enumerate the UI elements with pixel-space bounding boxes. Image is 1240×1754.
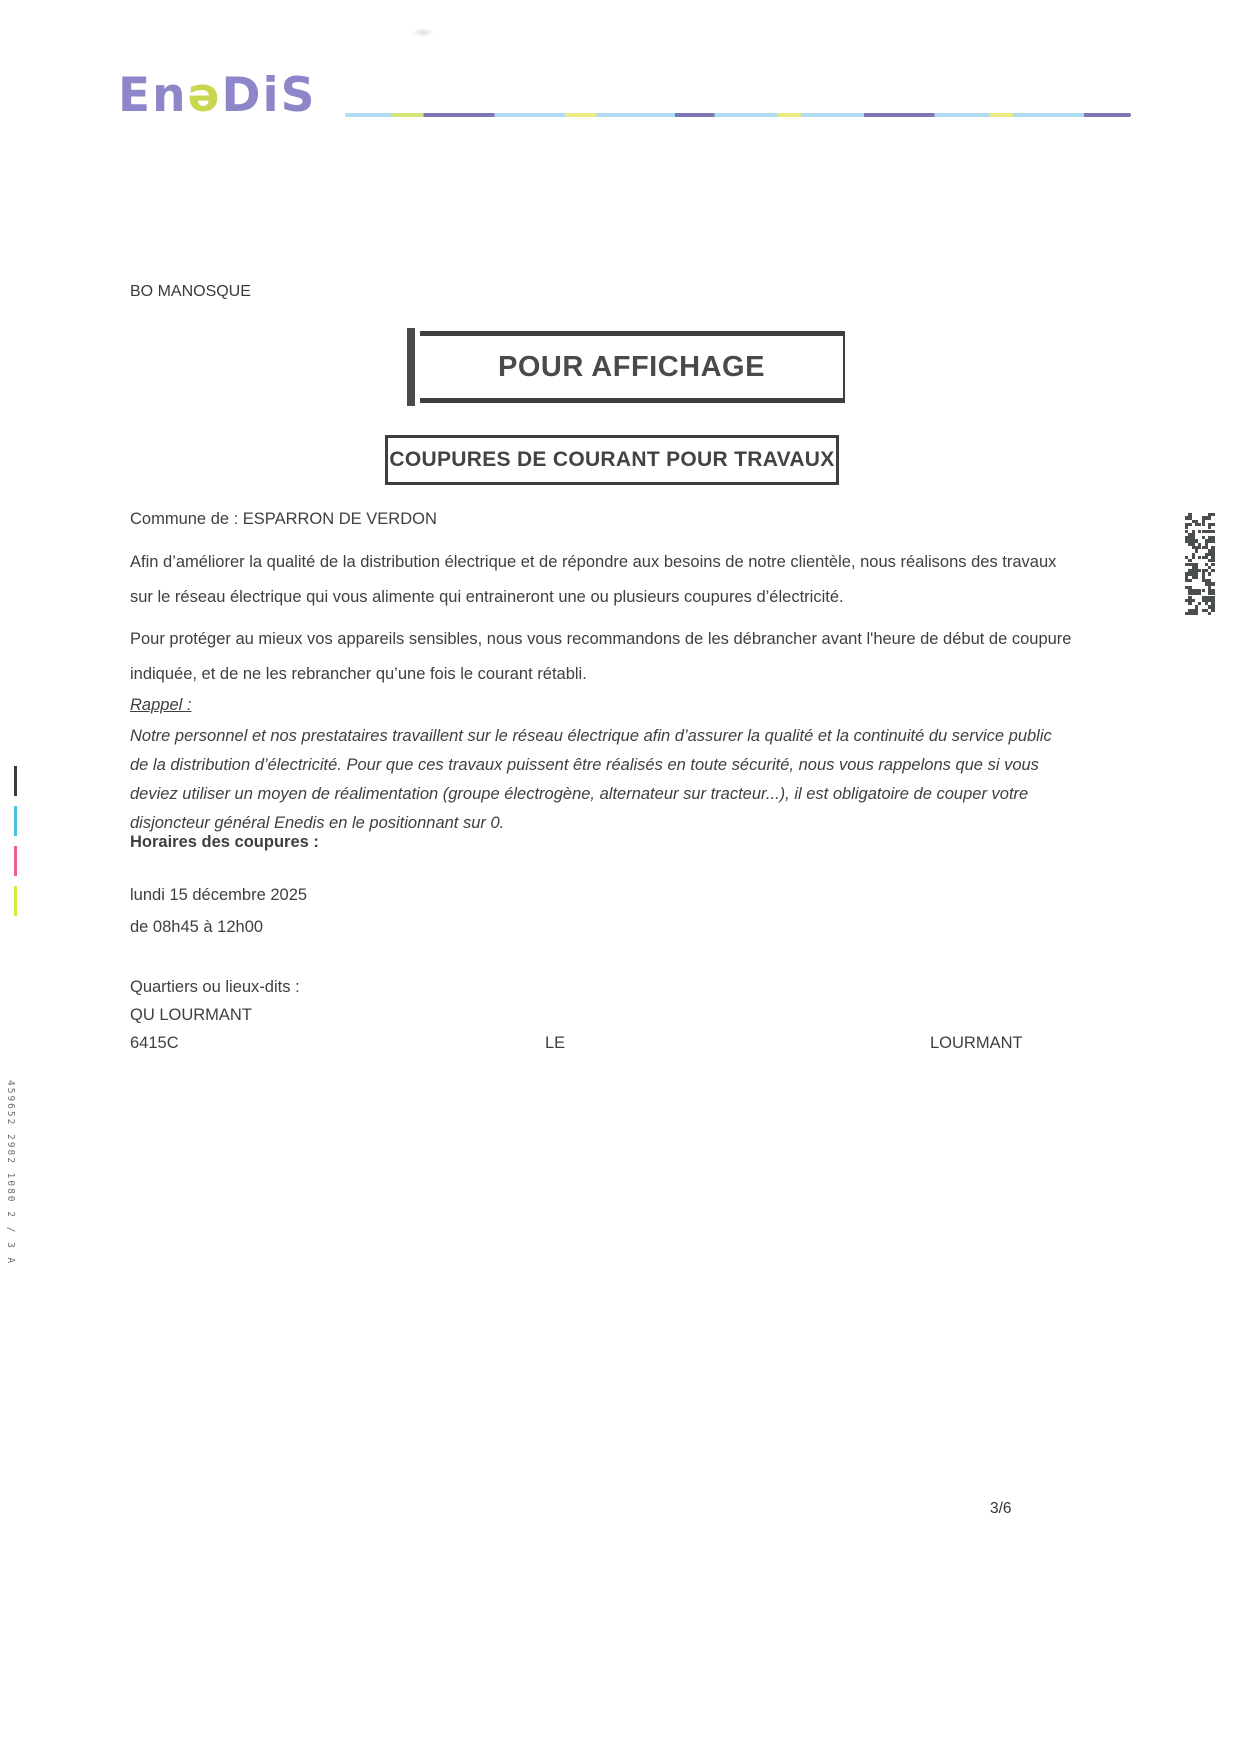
rappel-label: Rappel : xyxy=(130,696,192,714)
margin-print-code: 459652 2982 1080 2 / 3 A xyxy=(5,1080,16,1266)
rappel-line: disjoncteur général Enedis en le positionnant sur 0. xyxy=(130,814,505,832)
quartiers-label: Quartiers ou lieux-dits : xyxy=(130,978,300,996)
scan-smudge xyxy=(412,28,434,37)
quartier-name: QU LOURMANT xyxy=(130,1006,252,1024)
registration-mark-pink xyxy=(14,846,17,876)
street-right: LOURMANT xyxy=(930,1034,1023,1052)
rappel-line: deviez utiliser un moyen de réalimentation (groupe électrogène, alternateur sur tracteur...), il est obligatoire de couper votre xyxy=(130,785,1029,803)
page-number: 3/6 xyxy=(990,1500,1012,1517)
street-middle: LE xyxy=(545,1034,566,1052)
rappel-line: Notre personnel et nos prestataires travaillent sur le réseau électrique afin d’assurer la qualité et la continuité du service public xyxy=(130,727,1052,745)
enedis-logo xyxy=(118,68,316,123)
paragraph-intro xyxy=(130,545,1056,615)
paragraph-advice xyxy=(130,622,1071,692)
rappel-paragraph xyxy=(130,722,1052,838)
rappel-line: de la distribution d’électricité. Pour que ces travaux puissent être réalisés en toute sécurité, nous vous rappelons que si vous xyxy=(130,756,1039,774)
registration-mark-cyan xyxy=(14,806,17,836)
paragraph-line: Afin d’améliorer la qualité de la distribution électrique et de répondre aux besoins de notre clientèle, nous réalisons des travaux xyxy=(130,553,1057,571)
outage-time: de 08h45 à 12h00 xyxy=(130,918,264,936)
header-divider-line xyxy=(345,113,1131,117)
horaires-label: Horaires des coupures : xyxy=(130,833,319,851)
commune-line: Commune de : ESPARRON DE VERDON xyxy=(130,510,437,528)
logo-text-part1: En xyxy=(118,68,188,123)
paragraph-line: Pour protéger au mieux vos appareils sensibles, nous vous recommandons de les débrancher avant l'heure de début de coupure xyxy=(130,630,1072,648)
pour-affichage-banner: POUR AFFICHAGE xyxy=(420,331,845,403)
logo-text-part3: DiS xyxy=(221,68,317,123)
office-label: BO MANOSQUE xyxy=(130,283,251,300)
registration-mark-black xyxy=(14,766,17,796)
logo-text-part2: ə xyxy=(187,68,222,123)
registration-mark-yellow xyxy=(14,886,17,916)
paragraph-line: sur le réseau électrique qui vous alimente qui entraineront une ou plusieurs coupures d’électricité. xyxy=(130,588,844,606)
coupures-banner: COUPURES DE COURANT POUR TRAVAUX xyxy=(385,435,839,485)
datamatrix-code xyxy=(1185,513,1215,613)
banner-left-bar xyxy=(407,328,415,406)
street-code: 6415C xyxy=(130,1034,179,1052)
paragraph-line: indiquée, et de ne les rebrancher qu’une fois le courant rétabli. xyxy=(130,665,587,683)
outage-date: lundi 15 décembre 2025 xyxy=(130,886,308,904)
